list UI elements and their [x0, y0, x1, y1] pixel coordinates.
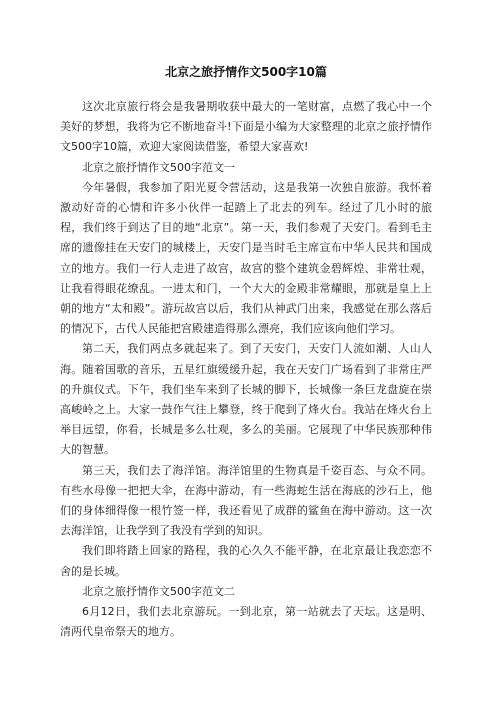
body-paragraph: 第三天，我们去了海洋馆。海洋馆里的生物真是千姿百态、与众不同。有些水母像一把把大伞，在海中游动，有一些海蛇生活在海底的沙石上，他们的身体细得像一根竹签一样，我还看见了成群的鲨鱼在海中游动。这一次去海洋馆，让我学到了我没有学到的知识。 [60, 463, 432, 538]
section-heading-essay-2: 北京之旅抒情作文500字范文二 [82, 584, 235, 598]
body-paragraph: 今年暑假，我参加了阳光夏令营活动，这是我第一次独自旅游。我怀着激动好奇的心情和许多小伙伴一起踏上了北去的列车。经过了几小时的旅程，我们终于到达了目的地“北京”。第一天，我们参观了天安门。看到毛主席的遗像挂在天安门的城楼上，天安门是当时毛主席宣布中华人民共和国成立的地方。我们一行人走进了故宫，故宫的整个建筑金碧辉煌、非常壮观，让我看得眼花缭乱。一进太和门，一个大大的金殿非常耀眼，那就是皇上上朝的地方“太和殿”。游玩故宫以后，我们从神武门出来，我感觉在那么落后的情况下，古代人民能把宫殿建造得那么漂亮，我们应该向他们学习。 [60, 180, 432, 336]
body-paragraph: 第二天，我们两点多就起来了。到了天安门，天安门人流如潮、人山人海。随着国歌的音乐，五星红旗缓缓升起，我在天安门广场看到了非常庄严的升旗仪式。下午，我们坐车来到了长城的脚下，长城像一条巨龙盘旋在崇高峻岭之上。大家一鼓作气往上攀登，终于爬到了烽火台。我站在烽火台上举目远望，你看，长城是多么壮观，多么的美丽。它展现了中华民族那种伟大的智慧。 [60, 342, 432, 457]
section-heading-essay-1: 北京之旅抒情作文500字范文一 [82, 160, 235, 174]
body-paragraph: 6月12日，我们去北京游玩。一到北京，第一站就去了天坛。这是明、清两代皇帝祭天的地方。 [60, 605, 432, 639]
document-title: 北京之旅抒情作文500字10篇 [165, 65, 327, 79]
document-body [60, 64, 432, 642]
body-paragraph: 我们即将踏上回家的路程，我的心久久不能平静，在北京最让我恋恋不舍的是长城。 [60, 544, 432, 578]
intro-paragraph: 这次北京旅行将会是我暑期收获中最大的一笔财富，点燃了我心中一个美好的梦想，我将为它不断地奋斗!下面是小编为大家整理的北京之旅抒情作文500字10篇，欢迎大家阅读借鉴，希望大家喜欢! [60, 100, 432, 154]
